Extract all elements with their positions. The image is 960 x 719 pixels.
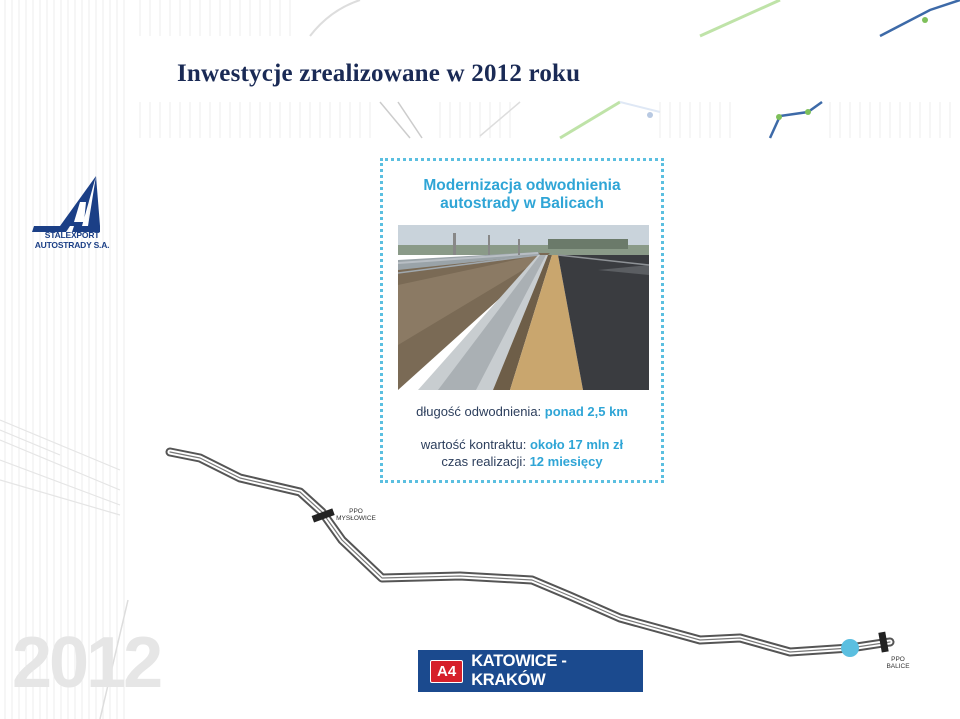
highway-drainage-photo bbox=[398, 225, 649, 390]
toll-label-myslowice-line-2: MYSŁOWICE bbox=[336, 515, 376, 522]
card-heading bbox=[383, 177, 661, 213]
logo-line-2: AUTOSTRADY S.A. bbox=[34, 240, 110, 250]
card-heading-line-2: autostrady w Balicach bbox=[440, 195, 604, 212]
contract-value-label: wartość kontraktu: bbox=[420, 437, 527, 452]
toll-label-balice-line-1: PPO bbox=[891, 656, 905, 663]
duration-label: czas realizacji: bbox=[441, 454, 526, 469]
a4-route-name: KATOWICE - KRAKÓW bbox=[471, 652, 567, 689]
drainage-length-value: ponad 2,5 km bbox=[544, 404, 628, 419]
toll-label-myslowice bbox=[336, 508, 376, 522]
balice-location-marker-icon bbox=[841, 639, 859, 657]
duration-value: 12 miesięcy bbox=[529, 454, 603, 469]
logo-wordmark bbox=[30, 230, 114, 250]
motorway-route bbox=[170, 452, 890, 652]
toll-label-balice bbox=[880, 656, 916, 670]
year-watermark: 2012 bbox=[12, 623, 161, 703]
contract-value-value: około 17 mln zł bbox=[529, 437, 624, 452]
card-heading-line-1: Modernizacja odwodnienia bbox=[423, 177, 621, 194]
a4-road-badge: A4 bbox=[430, 660, 463, 683]
logo-line-1: STALEXPORT bbox=[44, 230, 100, 240]
slide-title: Inwestycje zrealizowane w 2012 roku bbox=[177, 60, 581, 87]
drainage-length-line bbox=[383, 404, 661, 419]
drainage-length-label: długość odwodnienia: bbox=[416, 404, 542, 419]
toll-label-balice-line-2: BALICE bbox=[886, 663, 910, 670]
a4-route-banner bbox=[418, 650, 643, 692]
toll-label-myslowice-line-1: PPO bbox=[349, 508, 363, 515]
